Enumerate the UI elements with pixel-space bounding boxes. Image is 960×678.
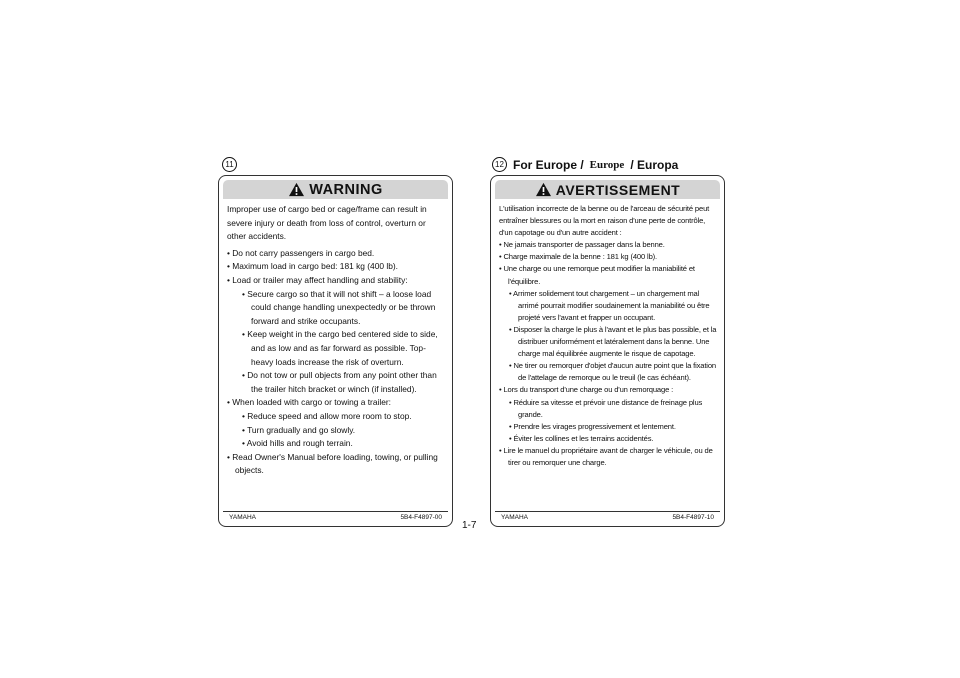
avertissement-banner <box>495 180 720 199</box>
bullet-item: • Lire le manuel du propriétaire avant de charger le véhicule, ou de tirer ou remorquer une charge. <box>499 445 713 467</box>
bullet-item: • Do not carry passengers in cargo bed. <box>227 247 375 258</box>
bullet-item: • Charge maximale de la benne : 181 kg (400 lb). <box>499 252 657 262</box>
avertissement-body <box>499 203 718 469</box>
sub-bullet-item: • Réduire sa vitesse et prévoir une distance de freinage plus grande. <box>509 397 703 419</box>
avertissement-heading: AVERTISSEMENT <box>555 181 681 198</box>
bullet-item: • Load or trailer may affect handling and stability: <box>227 274 408 285</box>
footer-part-number: 5B4-F4897-00 <box>400 514 442 521</box>
avertissement-intro: L'utilisation incorrecte de la benne ou de l'arceau de sécurité peut entraîner blessures ou la mort en raison d'une perte de contrôle, d'un capotage ou d'un autre accident : <box>499 204 710 238</box>
warning-label-french <box>490 175 725 527</box>
warning-body <box>227 203 446 478</box>
warning-triangle-icon <box>288 182 305 197</box>
bullet-item: • When loaded with cargo or towing a trailer: <box>227 397 391 408</box>
heading-europe-serif: Europe <box>589 158 625 171</box>
warning-heading: WARNING <box>309 181 383 198</box>
warning-footer <box>223 511 448 523</box>
sub-bullet-item: • Turn gradually and go slowly. <box>242 424 356 435</box>
sub-bullet-item: • Éviter les collines et les terrains accidentés. <box>509 433 654 443</box>
left-label-number: 11 <box>222 157 237 172</box>
sub-bullet-item: • Arrimer solidement tout chargement – un chargement mal arrimé pourrait modifier soudainement la maniabilité ou être projeté vers l'avant et frapper un occupant. <box>509 288 710 322</box>
sub-bullet-item: • Disposer la charge le plus à l'avant et le plus bas possible, et la distribuer uniformément et latéralement dans la benne. Une charge mal équilibrée augmente le risque de capotage. <box>509 324 717 359</box>
sub-bullet-item: • Keep weight in the cargo bed centered side to side, and as low and as far forward as possible. Top-heavy loads increase the risk of overturn. <box>242 329 438 367</box>
sub-bullet-item: • Do not tow or pull objects from any point other than the trailer hitch bracket or winch (if installed). <box>242 370 437 394</box>
bullet-item: • Read Owner's Manual before loading, towing, or pulling objects. <box>227 451 438 476</box>
heading-for-europe: For Europe / <box>513 157 584 172</box>
warning-intro: Improper use of cargo bed or cage/frame can result in severe injury or death from loss of control, overturn or other accidents. <box>227 204 427 242</box>
sub-bullet-item: • Secure cargo so that it will not shift – a loose load could change handling unexpectedly or be thrown forward and strike occupants. <box>242 288 436 326</box>
warning-label-english <box>218 175 453 527</box>
avertissement-items <box>499 239 718 469</box>
sub-bullet-item: • Prendre les virages progressivement et lentement. <box>509 421 676 431</box>
bullet-item: • Lors du transport d'une charge ou d'un remorquage : <box>499 385 674 395</box>
left-label-heading <box>222 157 237 172</box>
bullet-item: • Une charge ou une remorque peut modifier la maniabilité et l'équilibre. <box>499 264 695 286</box>
sub-bullet-item: • Avoid hills and rough terrain. <box>242 438 353 449</box>
avertissement-footer <box>495 511 720 523</box>
right-label-number: 12 <box>492 157 507 172</box>
page-number: 1-7 <box>462 520 477 531</box>
bullet-item: • Maximum load in cargo bed: 181 kg (400 lb). <box>227 261 398 272</box>
warning-triangle-icon <box>535 182 552 197</box>
warning-banner <box>223 180 448 199</box>
sub-bullet-item: • Ne tirer ou remorquer d'objet d'aucun autre point que la fixation de l'attelage de remorque ou le treuil (le cas échéant). <box>509 361 716 383</box>
bullet-item: • Ne jamais transporter de passager dans la benne. <box>499 240 665 250</box>
footer-brand: YAMAHA <box>501 514 528 521</box>
right-label-heading <box>492 157 678 172</box>
heading-europa: / Europa <box>630 157 679 172</box>
warning-items <box>227 247 446 478</box>
footer-part-number: 5B4-F4897-10 <box>672 514 714 521</box>
footer-brand: YAMAHA <box>229 514 256 521</box>
sub-bullet-item: • Reduce speed and allow more room to stop. <box>242 410 412 421</box>
